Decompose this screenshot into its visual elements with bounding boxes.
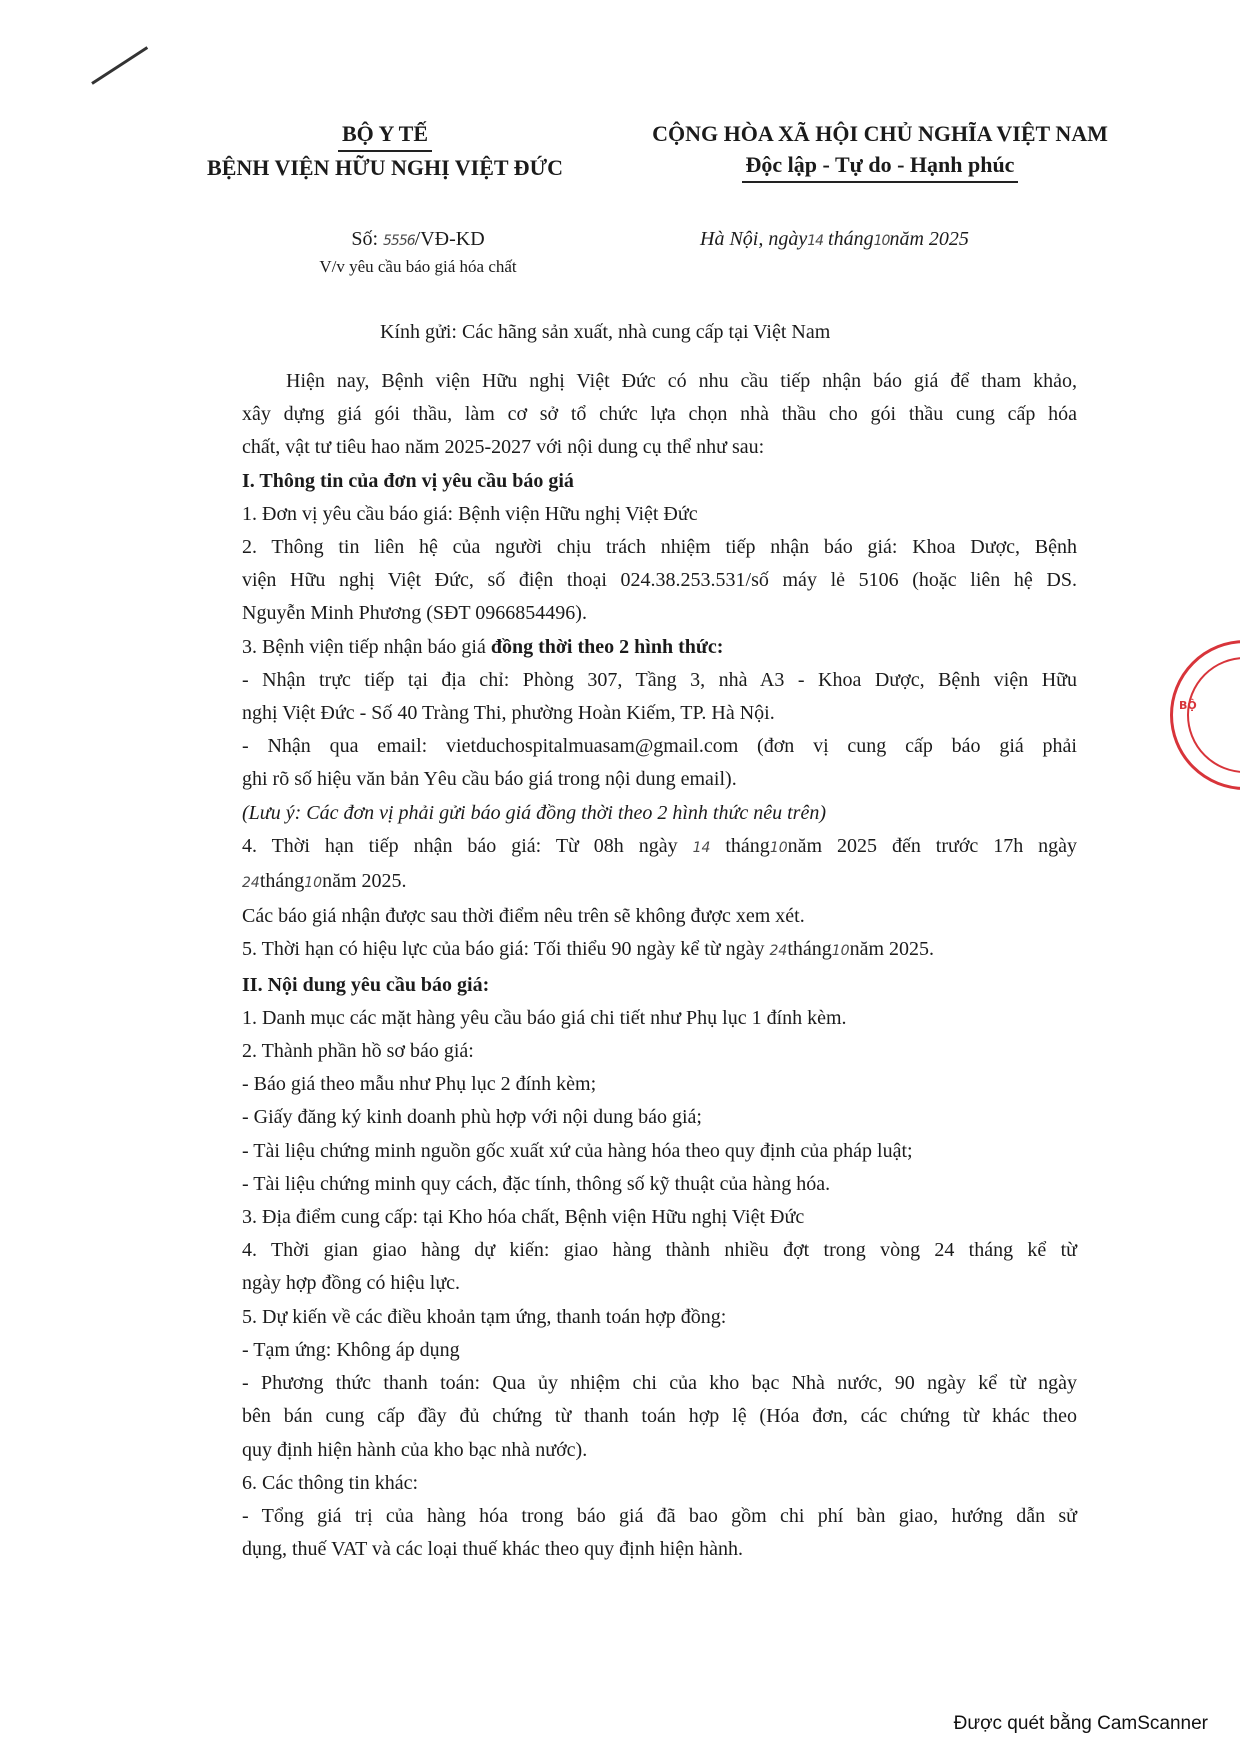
paragraph-line: Hiện nay, Bệnh viện Hữu nghị Việt Đức có nhu cầu tiếp nhận báo giá để tham khảo, <box>286 370 1077 392</box>
scanner-footer: Được quét bằng CamScanner <box>953 1713 1208 1734</box>
section-heading: II. Nội dung yêu cầu báo giá: <box>242 973 490 996</box>
list-item: - Nhận qua email: vietduchospitalmuasam@gmail.com (đơn vị cung cấp báo giá phải <box>242 735 1077 758</box>
list-item: viện Hữu nghị Việt Đức, số điện thoại 024.38.253.531/số máy lẻ 5106 (hoặc liên hệ DS. <box>242 569 1077 592</box>
list-item: - Tạm ứng: Không áp dụng <box>242 1338 460 1361</box>
note-line: (Lưu ý: Các đơn vị phải gửi báo giá đồng thời theo 2 hình thức nêu trên) <box>242 801 827 824</box>
issuer-header <box>160 118 610 183</box>
document-subject: V/v yêu cầu báo giá hóa chất <box>319 257 517 276</box>
list-item: - Tài liệu chứng minh quy cách, đặc tính, thông số kỹ thuật của hàng hóa. <box>242 1172 831 1195</box>
list-item: 1. Danh mục các mặt hàng yêu cầu báo giá chi tiết như Phụ lục 1 đính kèm. <box>242 1006 847 1029</box>
list-item: - Tài liệu chứng minh nguồn gốc xuất xứ của hàng hóa theo quy định của pháp luật; <box>242 1139 913 1162</box>
paragraph-line: chất, vật tư tiêu hao năm 2025-2027 với nội dung cụ thể như sau: <box>242 436 765 459</box>
handwritten-number: 5556 <box>383 233 415 249</box>
list-item: dụng, thuế VAT và các loại thuế khác theo quy định hiện hành. <box>242 1538 744 1561</box>
list-item: - Nhận trực tiếp tại địa chỉ: Phòng 307, Tầng 3, nhà A3 - Khoa Dược, Bệnh viện Hữu <box>242 668 1077 691</box>
national-motto: Độc lập - Tự do - Hạnh phúc <box>742 149 1019 183</box>
list-item: - Phương thức thanh toán: Qua ủy nhiệm chi của kho bạc Nhà nước, 90 ngày kể từ ngày <box>242 1372 1077 1395</box>
list-item: - Báo giá theo mẫu như Phụ lục 2 đính kèm; <box>242 1073 597 1096</box>
reference-block <box>248 225 588 279</box>
document-number: Số: 5556/VĐ-KD <box>351 228 485 250</box>
list-item: quy định hiện hành của kho bạc nhà nước). <box>242 1438 588 1461</box>
pen-mark <box>91 46 148 84</box>
list-item: 24tháng10năm 2025. <box>242 870 407 893</box>
list-item: 4. Thời gian giao hàng dự kiến: giao hàng thành nhiều đợt trong vòng 24 tháng kể từ <box>242 1239 1077 1262</box>
place-date: Hà Nội, ngày14 tháng10năm 2025 <box>700 228 969 250</box>
list-item: 2. Thành phần hồ sơ báo giá: <box>242 1040 474 1063</box>
country-name: CỘNG HÒA XÃ HỘI CHỦ NGHĨA VIỆT NAM <box>652 121 1108 146</box>
document-body <box>242 365 1077 1566</box>
list-item: Nguyễn Minh Phương (SĐT 0966854496). <box>242 602 587 625</box>
hospital-name: BỆNH VIỆN HỮU NGHỊ VIỆT ĐỨC <box>207 155 563 180</box>
seal-text: BỘ <box>1179 699 1197 712</box>
list-item: bên bán cung cấp đầy đủ chứng từ thanh toán hợp lệ (Hóa đơn, các chứng từ khác theo <box>242 1405 1077 1428</box>
list-item: 5. Dự kiến về các điều khoản tạm ứng, thanh toán hợp đồng: <box>242 1305 727 1328</box>
list-item: 3. Bệnh viện tiếp nhận báo giá đồng thời theo 2 hình thức: <box>242 635 724 658</box>
paragraph-line: xây dựng giá gói thầu, làm cơ sở tổ chức lựa chọn nhà thầu cho gói thầu cung cấp hóa <box>242 403 1077 426</box>
list-item: ghi rõ số hiệu văn bản Yêu cầu báo giá trong nội dung email). <box>242 768 737 791</box>
list-item: 1. Đơn vị yêu cầu báo giá: Bệnh viện Hữu nghị Việt Đức <box>242 502 698 525</box>
addressee: Kính gửi: Các hãng sản xuất, nhà cung cấp tại Việt Nam <box>380 321 831 343</box>
list-item: - Giấy đăng ký kinh doanh phù hợp với nội dung báo giá; <box>242 1106 702 1129</box>
seal-inner-ring <box>1187 657 1240 773</box>
list-item: ngày hợp đồng có hiệu lực. <box>242 1272 461 1295</box>
list-item: 4. Thời hạn tiếp nhận báo giá: Từ 08h ngày 14 tháng10năm 2025 đến trước 17h ngày <box>242 834 1078 857</box>
list-item: Các báo giá nhận được sau thời điểm nêu trên sẽ không được xem xét. <box>242 905 805 928</box>
list-item: 3. Địa điểm cung cấp: tại Kho hóa chất, Bệnh viện Hữu nghị Việt Đức <box>242 1206 805 1229</box>
ministry-name: BỘ Y TẾ <box>338 118 432 152</box>
list-item: 2. Thông tin liên hệ của người chịu trách nhiệm tiếp nhận báo giá: Khoa Dược, Bệnh <box>242 536 1077 559</box>
national-header <box>600 118 1160 183</box>
list-item: - Tổng giá trị của hàng hóa trong báo giá đã bao gồm chi phí bàn giao, hướng dẫn sử <box>242 1504 1077 1527</box>
red-seal-stamp <box>1170 640 1240 790</box>
list-item: nghị Việt Đức - Số 40 Tràng Thi, phường Hoàn Kiếm, TP. Hà Nội. <box>242 702 775 725</box>
list-item: 5. Thời hạn có hiệu lực của báo giá: Tối thiểu 90 ngày kể từ ngày 24tháng10năm 2025. <box>242 938 935 961</box>
list-item: 6. Các thông tin khác: <box>242 1471 419 1494</box>
section-heading: I. Thông tin của đơn vị yêu cầu báo giá <box>242 469 574 492</box>
